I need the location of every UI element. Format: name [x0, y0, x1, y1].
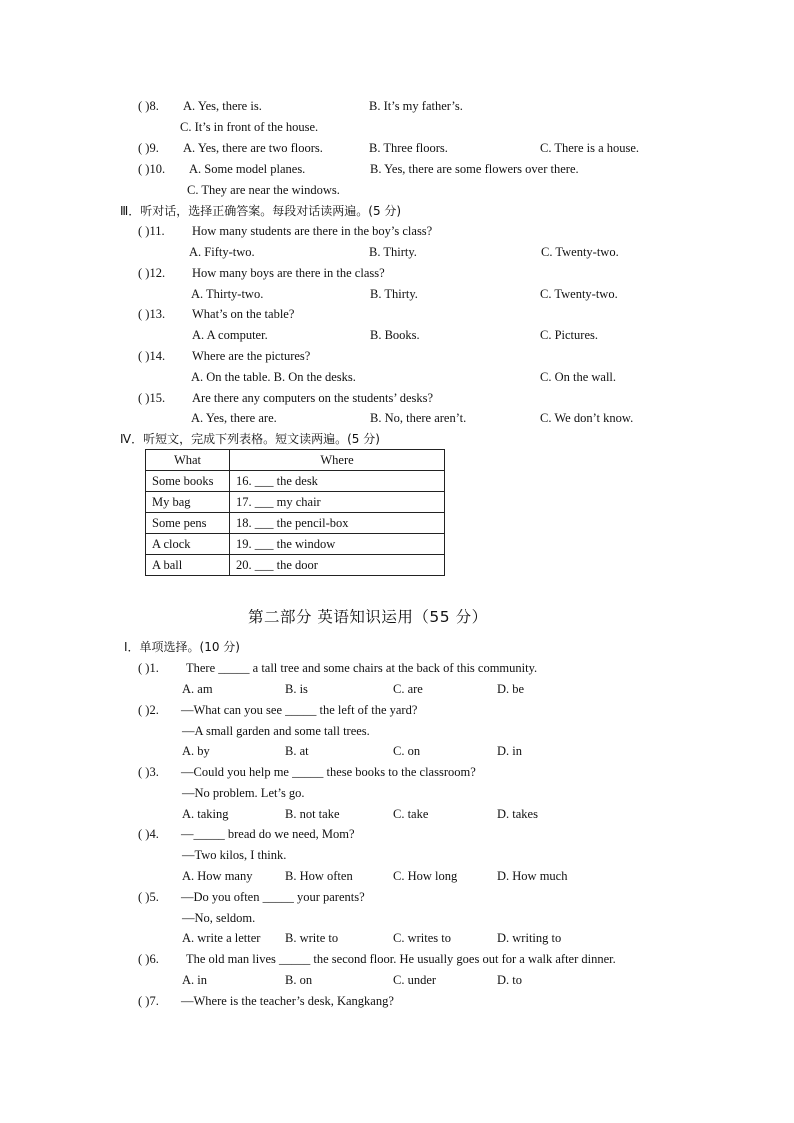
mc3-option-a: A. taking — [182, 807, 229, 821]
mc2-option-d: D. in — [497, 744, 522, 758]
q10-option-c: C. They are near the windows. — [187, 183, 340, 197]
mc6-option-a: A. in — [182, 973, 207, 987]
q11-option-a: A. Fifty-two. — [189, 245, 255, 259]
mc1-number: ( )1. — [138, 661, 159, 675]
mc4-option-a: A. How many — [182, 869, 253, 883]
q9-option-b: B. Three floors. — [369, 141, 448, 155]
part-2-title: 第二部分 英语知识运用（55 分） — [248, 608, 488, 626]
q10-number: ( )10. — [138, 162, 166, 176]
q11-number: ( )11. — [138, 224, 165, 238]
q10-option-a: A. Some model planes. — [189, 162, 306, 176]
mc6-option-b: B. on — [285, 973, 313, 987]
mc3-reply: —No problem. Let’s go. — [182, 786, 305, 800]
table-cell-blank: 17. ___ my chair — [230, 492, 445, 513]
mc4-reply: —Two kilos, I think. — [182, 848, 287, 862]
mc7-stem: —Where is the teacher’s desk, Kangkang? — [181, 994, 394, 1008]
mc3-option-b: B. not take — [285, 807, 340, 821]
mc2-stem: —What can you see _____ the left of the yard? — [181, 703, 418, 717]
mc5-stem: —Do you often _____ your parents? — [181, 890, 365, 904]
mc2-option-c: C. on — [393, 744, 421, 758]
q14-stem: Where are the pictures? — [192, 349, 311, 363]
q11-option-b: B. Thirty. — [369, 245, 417, 259]
table-cell-blank: 20. ___ the door — [230, 555, 445, 576]
mc1-option-d: D. be — [497, 682, 525, 696]
mc4-option-c: C. How long — [393, 869, 458, 883]
mc6-option-c: C. under — [393, 973, 437, 987]
q14-option-a: A. On the table. B. On the desks. — [191, 370, 356, 384]
mc6-option-d: D. to — [497, 973, 522, 987]
mc2-option-b: B. at — [285, 744, 309, 758]
q8-option-c: C. It’s in front of the house. — [180, 120, 319, 134]
q11-stem: How many students are there in the boy’s class? — [192, 224, 433, 238]
table-cell-blank: 16. ___ the desk — [230, 471, 445, 492]
q13-stem: What’s on the table? — [192, 307, 295, 321]
section-3-heading: Ⅲ．听对话，选择正确答案。每段对话读两遍。(5 分) — [120, 204, 402, 218]
mc3-stem: —Could you help me _____ these books to the classroom? — [181, 765, 476, 779]
section-4-heading: Ⅳ．听短文，完成下列表格。短文读两遍。(5 分) — [120, 432, 380, 446]
mc5-reply: —No, seldom. — [182, 911, 256, 925]
mc5-option-d: D. writing to — [497, 931, 562, 945]
q15-option-c: C. We don’t know. — [540, 411, 634, 425]
table-header-row — [146, 450, 445, 471]
mc5-number: ( )5. — [138, 890, 159, 904]
q13-option-a: A. A computer. — [192, 328, 268, 342]
mc1-option-a: A. am — [182, 682, 213, 696]
mc3-option-c: C. take — [393, 807, 429, 821]
mc4-option-b: B. How often — [285, 869, 353, 883]
fill-in-table — [145, 449, 445, 576]
mc6-stem: The old man lives _____ the second floor. He usually goes out for a walk after dinner. — [186, 952, 616, 966]
q10-option-b: B. Yes, there are some flowers over there. — [370, 162, 579, 176]
q15-number: ( )15. — [138, 391, 166, 405]
q9-option-a: A. Yes, there are two floors. — [183, 141, 323, 155]
mc5-option-a: A. write a letter — [182, 931, 261, 945]
mc2-option-a: A. by — [182, 744, 210, 758]
mc1-option-c: C. are — [393, 682, 423, 696]
mc7-number: ( )7. — [138, 994, 159, 1008]
part2-section-1-heading: Ⅰ．单项选择。(10 分) — [124, 640, 240, 654]
table-row — [146, 534, 445, 555]
mc3-number: ( )3. — [138, 765, 159, 779]
q12-option-c: C. Twenty-two. — [540, 287, 618, 301]
table-cell-item: My bag — [146, 492, 230, 513]
column-header-where: Where — [230, 450, 445, 471]
table-row — [146, 492, 445, 513]
table-cell-blank: 18. ___ the pencil-box — [230, 513, 445, 534]
q9-option-c: C. There is a house. — [540, 141, 640, 155]
q9-number: ( )9. — [138, 141, 159, 155]
table-cell-blank: 19. ___ the window — [230, 534, 445, 555]
mc5-option-b: B. write to — [285, 931, 339, 945]
table-cell-item: A clock — [146, 534, 230, 555]
q15-option-b: B. No, there aren’t. — [370, 411, 467, 425]
q14-number: ( )14. — [138, 349, 166, 363]
q8-number: ( )8. — [138, 99, 159, 113]
table-cell-item: Some pens — [146, 513, 230, 534]
q14-option-c: C. On the wall. — [540, 370, 617, 384]
table-cell-item: Some books — [146, 471, 230, 492]
q8-option-b: B. It’s my father’s. — [369, 99, 463, 113]
mc2-number: ( )2. — [138, 703, 159, 717]
q12-option-a: A. Thirty-two. — [191, 287, 264, 301]
q12-number: ( )12. — [138, 266, 166, 280]
q11-option-c: C. Twenty-two. — [541, 245, 619, 259]
table-row — [146, 513, 445, 534]
mc6-number: ( )6. — [138, 952, 159, 966]
table-row — [146, 471, 445, 492]
q13-number: ( )13. — [138, 307, 166, 321]
q15-option-a: A. Yes, there are. — [191, 411, 277, 425]
q8-option-a: A. Yes, there is. — [183, 99, 262, 113]
mc4-stem: —_____ bread do we need, Mom? — [181, 827, 355, 841]
table-cell-item: A ball — [146, 555, 230, 576]
mc1-stem: There _____ a tall tree and some chairs at the back of this community. — [186, 661, 538, 675]
mc5-option-c: C. writes to — [393, 931, 451, 945]
mc3-option-d: D. takes — [497, 807, 538, 821]
column-header-what: What — [146, 450, 230, 471]
mc4-number: ( )4. — [138, 827, 159, 841]
mc4-option-d: D. How much — [497, 869, 568, 883]
mc1-option-b: B. is — [285, 682, 308, 696]
q12-stem: How many boys are there in the class? — [192, 266, 385, 280]
table-row — [146, 555, 445, 576]
q13-option-b: B. Books. — [370, 328, 420, 342]
q13-option-c: C. Pictures. — [540, 328, 598, 342]
q12-option-b: B. Thirty. — [370, 287, 418, 301]
mc2-reply: —A small garden and some tall trees. — [182, 724, 370, 738]
q15-stem: Are there any computers on the students’ desks? — [192, 391, 434, 405]
